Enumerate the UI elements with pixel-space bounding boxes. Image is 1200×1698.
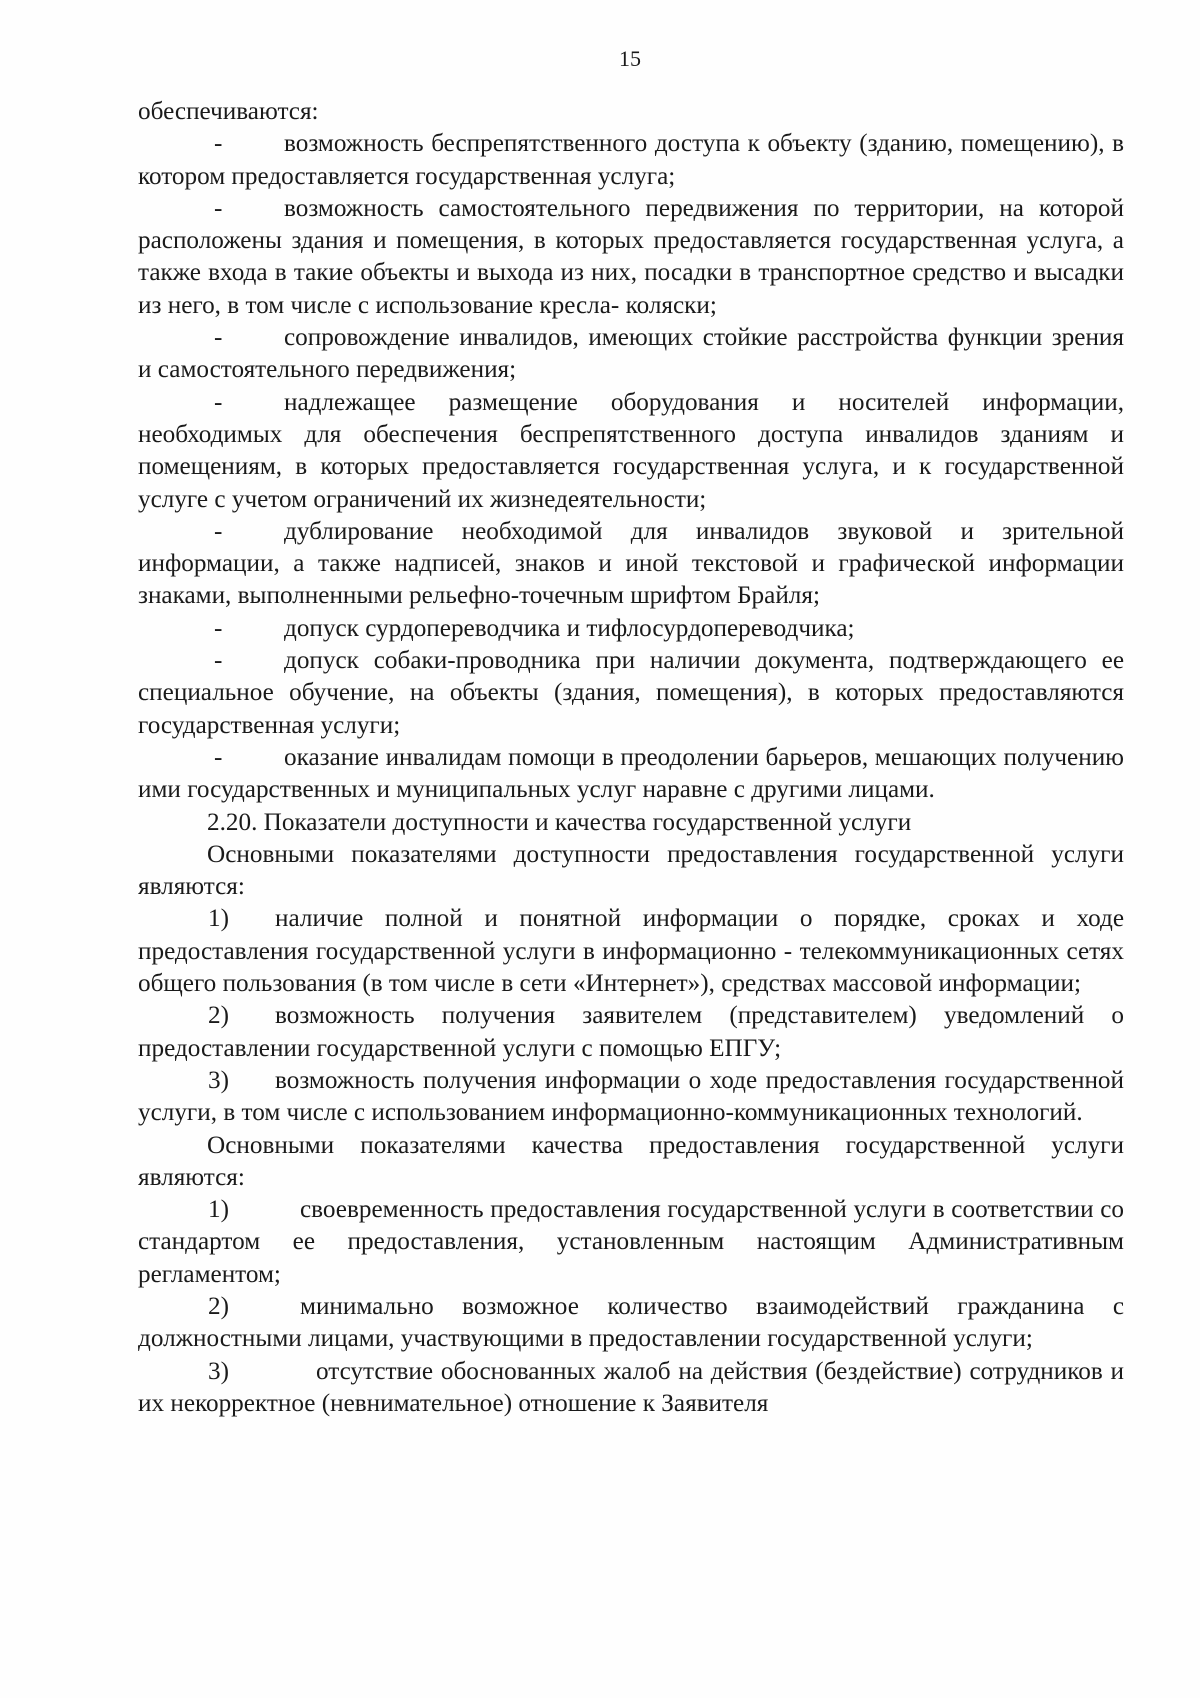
- bullet-text: возможность беспрепятственного доступа к объекту (зданию, помещению), в котором предоставляется государственная услуга;: [138, 130, 1124, 190]
- bullet-text: допуск сурдопереводчика и тифлосурдопереводчика;: [284, 614, 855, 642]
- bullet-marker: -: [214, 130, 223, 158]
- numbered-item: [138, 1291, 1124, 1356]
- document-body: [138, 96, 1124, 1420]
- numbered-item: [138, 1065, 1124, 1130]
- bullet-text: дублирование необходимой для инвалидов звуковой и зрительной информации, а также надписей, знаков и иной текстовой и графической информации знаками, выполненными рельефно-точечным шрифтом Брайля;: [138, 517, 1124, 610]
- item-text: возможность получения информации о ходе предоставления государственной услуги, в том числе с использованием информационно-коммуникационных технологий.: [138, 1066, 1124, 1127]
- numbered-item: [138, 1000, 1124, 1065]
- bullet-item: [138, 516, 1124, 613]
- opening-line: обеспечиваются:: [138, 98, 319, 125]
- bullet-item: [138, 645, 1124, 742]
- item-text: наличие полной и понятной информации о порядке, сроках и ходе предоставления государственной услуги в информационно - телекоммуникационных сетях общего пользования (в том числе в сети «Интернет»), средствах массовой информации;: [138, 905, 1124, 998]
- item-text: минимально возможное количество взаимодействий гражданина с должностными лицами, участвующими в предоставлении государственной услуги;: [138, 1292, 1124, 1353]
- numbered-item: [138, 1194, 1124, 1291]
- bullet-item: [138, 322, 1124, 387]
- item-number: 1): [208, 1196, 229, 1224]
- item-number: 2): [208, 1002, 229, 1030]
- item-text: возможность получения заявителем (представителем) уведомлений о предоставлении государственной услуги с помощью ЕПГУ;: [138, 1002, 1124, 1062]
- item-text: отсутствие обоснованных жалоб на действия (бездействие) сотрудников и их некорректное (невнимательное) отношение к Заявителя: [138, 1357, 1124, 1417]
- bullet-item: [138, 193, 1124, 322]
- item-number: 1): [208, 905, 229, 933]
- bullet-text: сопровождение инвалидов, имеющих стойкие расстройства функции зрения и самостоятельного передвижения;: [138, 324, 1124, 384]
- bullet-marker: -: [214, 324, 223, 352]
- bullet-text: оказание инвалидам помощи в преодолении барьеров, мешающих получению ими государственных и муниципальных услуг наравне с другими лицами.: [138, 743, 1124, 804]
- accessibility-intro: Основными показателями доступности предоставления государственной услуги являются:: [138, 840, 1124, 901]
- bullet-text: допуск собаки-проводника при наличии документа, подтверждающего ее специальное обучение, на объекты (здания, помещения), в которых предоставляются государственная услуги;: [138, 647, 1124, 739]
- bullet-marker: -: [214, 388, 223, 416]
- bullet-item: [138, 387, 1124, 516]
- bullet-marker: -: [214, 517, 223, 545]
- bullet-item: [138, 742, 1124, 807]
- item-number: 3): [208, 1357, 229, 1385]
- item-number: 3): [208, 1066, 229, 1094]
- bullet-item: [138, 613, 1124, 645]
- numbered-item: [138, 1356, 1124, 1421]
- page-number: 15: [619, 46, 641, 71]
- item-text: своевременность предоставления государственной услуги в соответствии со стандартом ее предоставления, установленным настоящим Административным регламентом;: [138, 1196, 1124, 1288]
- bullet-marker: -: [214, 194, 223, 222]
- item-number: 2): [208, 1292, 229, 1320]
- bullet-marker: -: [214, 743, 223, 771]
- bullet-text: возможность самостоятельного передвижения по территории, на которой расположены здания и помещения, в которых предоставляется государственная услуга, а также входа в такие объекты и выхода из них, посадки в транспортное средство и высадки из него, в том числе с использование кресла- коляски;: [138, 194, 1124, 319]
- numbered-item: [138, 903, 1124, 1000]
- section-heading: 2.20. Показатели доступности и качества государственной услуги: [207, 808, 912, 836]
- bullet-item: [138, 128, 1124, 193]
- quality-intro: Основными показателями качества предоставления государственной услуги являются:: [138, 1131, 1124, 1191]
- bullet-marker: -: [214, 647, 223, 675]
- bullet-marker: -: [214, 614, 223, 642]
- bullet-text: надлежащее размещение оборудования и носителей информации, необходимых для обеспечения беспрепятственного доступа инвалидов зданиям и помещениям, в которых предоставляется государственная услуга, и к государственной услуге с учетом ограничений их жизнедеятельности;: [138, 388, 1124, 513]
